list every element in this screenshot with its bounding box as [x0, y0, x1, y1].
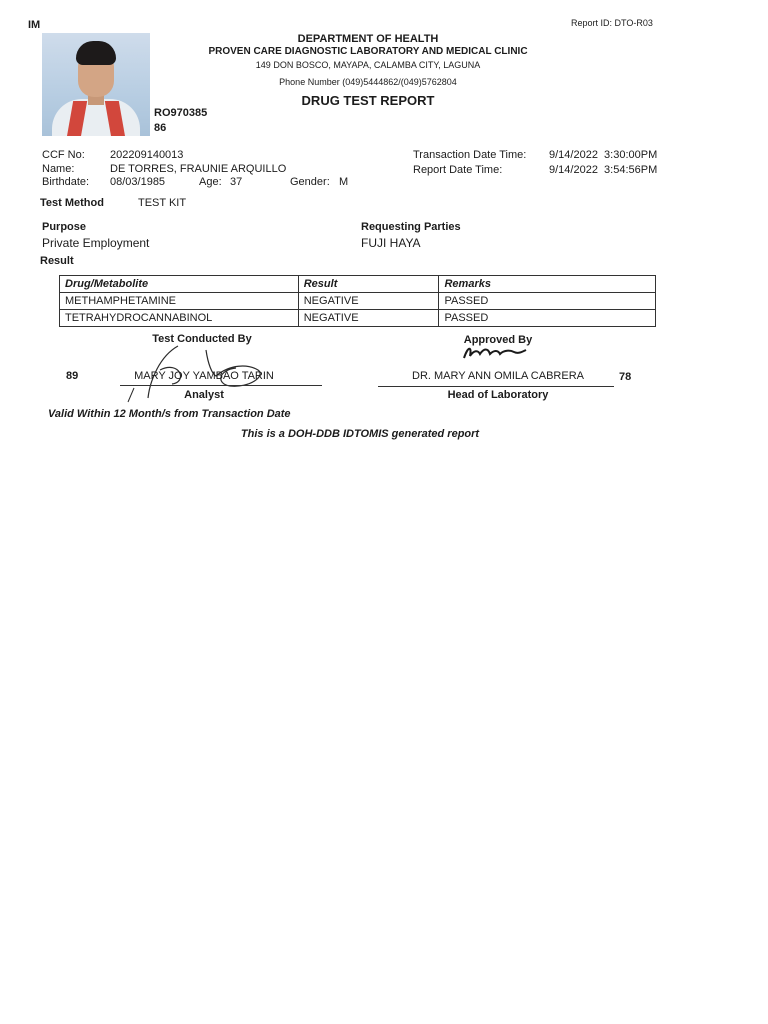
birthdate-value: 08/03/1985: [110, 176, 166, 188]
age-label: Age:: [199, 176, 222, 188]
transaction-label: Transaction Date Time:: [413, 149, 527, 161]
clinic-address: 149 DON BOSCO, MAYAPA, CALAMBA CITY, LAGUNA: [255, 60, 481, 70]
birthdate-label: Birthdate:: [42, 176, 90, 188]
result-cell: NEGATIVE: [298, 310, 439, 327]
gender-label: Gender:: [290, 176, 330, 188]
header-remarks: Remarks: [439, 276, 656, 293]
ccf-label: CCF No:: [42, 149, 85, 161]
approver-signature: [460, 344, 530, 362]
report-title: DRUG TEST REPORT: [301, 93, 435, 108]
clinic-name: PROVEN CARE DIAGNOSTIC LABORATORY AND MEDICAL CLINIC: [208, 46, 528, 57]
table-header-row: [60, 276, 656, 293]
photo-code-line2: 86: [154, 122, 167, 134]
analyst-number: 89: [66, 370, 79, 382]
name-value: DE TORRES, FRAUNIE ARQUILLO: [110, 163, 287, 175]
transaction-value: 9/14/2022 3:30:00PM: [549, 149, 658, 161]
requesting-value: FUJI HAYA: [361, 236, 421, 250]
age-value: 37: [230, 176, 243, 188]
result-label: Result: [40, 255, 74, 267]
remarks-cell: PASSED: [439, 293, 656, 310]
head-number: 78: [619, 371, 632, 383]
approved-by-label: Approved By: [463, 334, 533, 346]
generated-note: This is a DOH-DDB IDTOMIS generated report: [240, 428, 480, 440]
gender-value: M: [339, 176, 349, 188]
name-label: Name:: [42, 163, 75, 175]
purpose-value: Private Employment: [42, 236, 150, 250]
report-date-value: 9/14/2022 3:54:56PM: [549, 164, 658, 176]
header-drug: Drug/Metabolite: [60, 276, 299, 293]
requesting-label: Requesting Parties: [361, 221, 461, 233]
head-role: Head of Laboratory: [447, 389, 549, 401]
table-row: [60, 293, 656, 310]
photo-code-line1: RO970385: [154, 107, 208, 119]
result-cell: NEGATIVE: [298, 293, 439, 310]
purpose-label: Purpose: [42, 221, 87, 233]
analyst-role: Analyst: [184, 389, 224, 401]
department-name: DEPARTMENT OF HEALTH: [297, 33, 439, 45]
head-line: [378, 386, 614, 387]
report-date-label: Report Date Time:: [413, 164, 503, 176]
report-id: Report ID: DTO-R03: [571, 18, 653, 28]
test-method-value: TEST KIT: [138, 197, 187, 209]
results-table: [59, 275, 656, 327]
header-result: Result: [298, 276, 439, 293]
ccf-value: 202209140013: [110, 149, 184, 161]
conducted-by-label: Test Conducted By: [152, 333, 252, 345]
clinic-phone: Phone Number (049)5444862/(049)5762804: [279, 77, 457, 87]
table-row: [60, 310, 656, 327]
remarks-cell: PASSED: [439, 310, 656, 327]
analyst-line: [120, 385, 322, 386]
analyst-name: MARY JOY YAMBAO TARIN: [134, 370, 274, 382]
patient-photo: [42, 33, 150, 136]
head-name: DR. MARY ANN OMILA CABRERA: [412, 370, 584, 382]
corner-code: IM: [28, 19, 41, 31]
test-method-label: Test Method: [40, 197, 104, 209]
drug-cell: TETRAHYDROCANNABINOL: [60, 310, 299, 327]
validity-note: Valid Within 12 Month/s from Transaction Date: [48, 408, 291, 420]
drug-cell: METHAMPHETAMINE: [60, 293, 299, 310]
